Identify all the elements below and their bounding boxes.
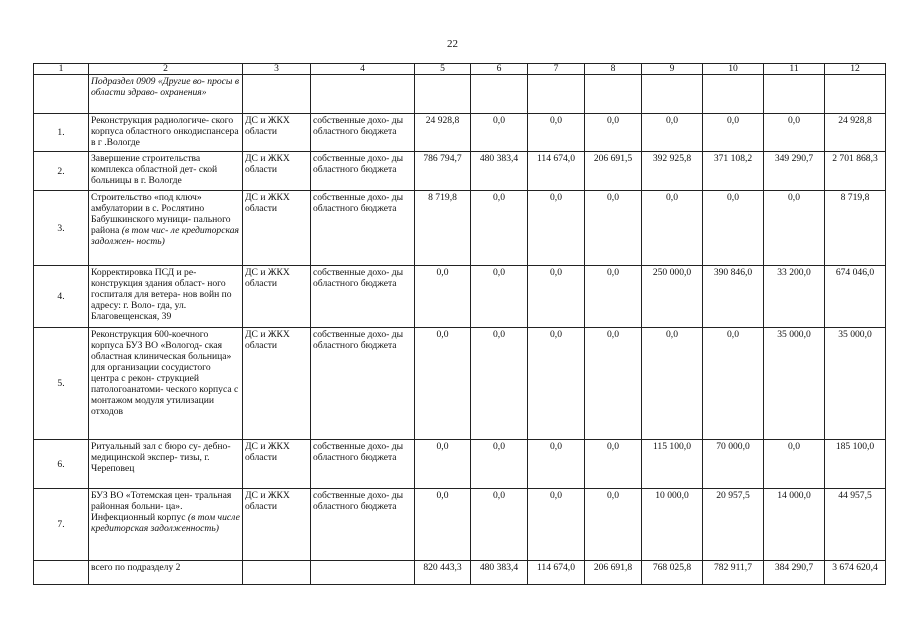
value-cell: 0,0 [528, 191, 585, 266]
column-number: 2 [89, 64, 243, 75]
value-cell: 0,0 [415, 440, 471, 489]
total-value: 480 383,4 [471, 561, 528, 585]
value-cell: 0,0 [585, 440, 642, 489]
value-cell: 674 046,0 [825, 266, 886, 328]
object-name-cell [89, 152, 243, 191]
value-cell: 0,0 [703, 328, 764, 440]
value-cell: 206 691,5 [585, 152, 642, 191]
object-name: Строительство «под ключ» амбулатории в с. Рослятино Бабушкинского муници- пального района [91, 192, 231, 236]
object-name-note: (в том чис- ле кредиторская задолжен- ность) [91, 225, 239, 247]
value-cell: 480 383,4 [471, 152, 528, 191]
table-row [34, 266, 886, 328]
table-row [34, 489, 886, 561]
total-value: 114 674,0 [528, 561, 585, 585]
value-cell: 0,0 [528, 440, 585, 489]
value-cell: 786 794,7 [415, 152, 471, 191]
row-number: 3. [34, 191, 89, 266]
funding-source: собственные дохо- ды областного бюджета [311, 489, 415, 561]
column-number-row [34, 64, 886, 75]
total-value: 3 674 620,4 [825, 561, 886, 585]
column-number: 10 [703, 64, 764, 75]
value-cell: 390 846,0 [703, 266, 764, 328]
object-name: Завершение строительства комплекса областной дет- ской больницы в г. Вологде [91, 153, 218, 186]
object-name-cell [89, 328, 243, 440]
value-cell: 250 000,0 [642, 266, 703, 328]
row-number: 5. [34, 328, 89, 440]
value-cell: 0,0 [642, 114, 703, 152]
column-number: 3 [243, 64, 311, 75]
total-value: 384 290,7 [764, 561, 825, 585]
value-cell: 0,0 [471, 191, 528, 266]
value-cell: 0,0 [703, 114, 764, 152]
total-value: 820 443,3 [415, 561, 471, 585]
total-label: всего по подразделу 2 [89, 561, 243, 585]
object-name: Корректировка ПСД и ре- конструкция здания област- ного госпиталя для ветера- нов войн по адресу: г. Воло- гда, ул. Благовещенская, 39 [91, 267, 232, 322]
value-cell: 0,0 [764, 191, 825, 266]
row-number: 1. [34, 114, 89, 152]
value-cell: 0,0 [415, 489, 471, 561]
value-cell: 0,0 [585, 266, 642, 328]
row-number: 4. [34, 266, 89, 328]
executor: ДС и ЖКХ области [243, 440, 311, 489]
value-cell: 185 100,0 [825, 440, 886, 489]
value-cell: 0,0 [642, 328, 703, 440]
value-cell: 8 719,8 [415, 191, 471, 266]
value-cell: 0,0 [415, 328, 471, 440]
object-name: Реконструкция радиологиче- ского корпуса областного онкодиспансера в г .Вологде [91, 115, 239, 148]
value-cell: 0,0 [528, 328, 585, 440]
total-value: 206 691,8 [585, 561, 642, 585]
executor: ДС и ЖКХ области [243, 489, 311, 561]
funding-source: собственные дохо- ды областного бюджета [311, 191, 415, 266]
value-cell: 0,0 [764, 440, 825, 489]
value-cell: 24 928,8 [415, 114, 471, 152]
column-number: 11 [764, 64, 825, 75]
row-number: 2. [34, 152, 89, 191]
executor: ДС и ЖКХ области [243, 152, 311, 191]
column-number: 9 [642, 64, 703, 75]
table-row [34, 152, 886, 191]
funding-source: собственные дохо- ды областного бюджета [311, 440, 415, 489]
value-cell: 0,0 [471, 114, 528, 152]
object-name: Реконструкция 600-коечного корпуса БУЗ ВО «Вологод- ская областная клиническая больница» для организации сосудистого центра с рекон- струкцией патологоанатоми- ческого корпуса с монтажом модуля утилизации отходов [91, 329, 239, 417]
column-number: 8 [585, 64, 642, 75]
value-cell: 371 108,2 [703, 152, 764, 191]
object-name-cell [89, 440, 243, 489]
table-row [34, 191, 886, 266]
value-cell: 0,0 [703, 191, 764, 266]
table-row [34, 328, 886, 440]
total-value: 768 025,8 [642, 561, 703, 585]
value-cell: 14 000,0 [764, 489, 825, 561]
value-cell: 0,0 [471, 266, 528, 328]
value-cell: 33 200,0 [764, 266, 825, 328]
executor: ДС и ЖКХ области [243, 114, 311, 152]
column-number: 5 [415, 64, 471, 75]
table-row [34, 440, 886, 489]
executor: ДС и ЖКХ области [243, 328, 311, 440]
object-name-cell [89, 489, 243, 561]
value-cell: 10 000,0 [642, 489, 703, 561]
object-name-cell [89, 266, 243, 328]
value-cell: 0,0 [415, 266, 471, 328]
column-number: 12 [825, 64, 886, 75]
value-cell: 70 000,0 [703, 440, 764, 489]
value-cell: 44 957,5 [825, 489, 886, 561]
value-cell: 0,0 [642, 191, 703, 266]
value-cell: 0,0 [585, 489, 642, 561]
section-num-cell [34, 75, 89, 114]
column-number: 7 [528, 64, 585, 75]
row-number: 7. [34, 489, 89, 561]
column-number: 4 [311, 64, 415, 75]
section-title: Подраздел 0909 «Другие во- просы в области здраво- охранения» [89, 75, 243, 114]
value-cell: 20 957,5 [703, 489, 764, 561]
object-name-note: (в том числе кредиторская задолженность) [91, 512, 240, 534]
value-cell: 0,0 [585, 114, 642, 152]
executor: ДС и ЖКХ области [243, 266, 311, 328]
column-number: 6 [471, 64, 528, 75]
value-cell: 35 000,0 [825, 328, 886, 440]
object-name-cell [89, 191, 243, 266]
value-cell: 392 925,8 [642, 152, 703, 191]
table-row [34, 114, 886, 152]
funding-source: собственные дохо- ды областного бюджета [311, 152, 415, 191]
value-cell: 8 719,8 [825, 191, 886, 266]
value-cell: 0,0 [528, 266, 585, 328]
value-cell: 115 100,0 [642, 440, 703, 489]
column-number: 1 [34, 64, 89, 75]
value-cell: 2 701 868,3 [825, 152, 886, 191]
value-cell: 0,0 [471, 440, 528, 489]
value-cell: 35 000,0 [764, 328, 825, 440]
object-name: БУЗ ВО «Тотемская цен- тральная районная больни- ца». Инфекционный корпус [91, 490, 232, 523]
value-cell: 0,0 [528, 489, 585, 561]
object-name-cell [89, 114, 243, 152]
value-cell: 0,0 [471, 328, 528, 440]
value-cell: 0,0 [585, 191, 642, 266]
value-cell: 24 928,8 [825, 114, 886, 152]
row-number: 6. [34, 440, 89, 489]
funding-source: собственные дохо- ды областного бюджета [311, 328, 415, 440]
value-cell: 114 674,0 [528, 152, 585, 191]
object-name: Ритуальный зал с бюро су- дебно-медицинской экспер- тизы, г. Череповец [91, 441, 231, 474]
page-number: 22 [447, 38, 458, 50]
funding-source: собственные дохо- ды областного бюджета [311, 266, 415, 328]
value-cell: 0,0 [585, 328, 642, 440]
value-cell: 0,0 [764, 114, 825, 152]
funding-source: собственные дохо- ды областного бюджета [311, 114, 415, 152]
section-header-row [34, 75, 886, 114]
value-cell: 0,0 [528, 114, 585, 152]
budget-table [33, 63, 886, 585]
value-cell: 0,0 [471, 489, 528, 561]
total-row [34, 561, 886, 585]
value-cell: 349 290,7 [764, 152, 825, 191]
executor: ДС и ЖКХ области [243, 191, 311, 266]
total-value: 782 911,7 [703, 561, 764, 585]
